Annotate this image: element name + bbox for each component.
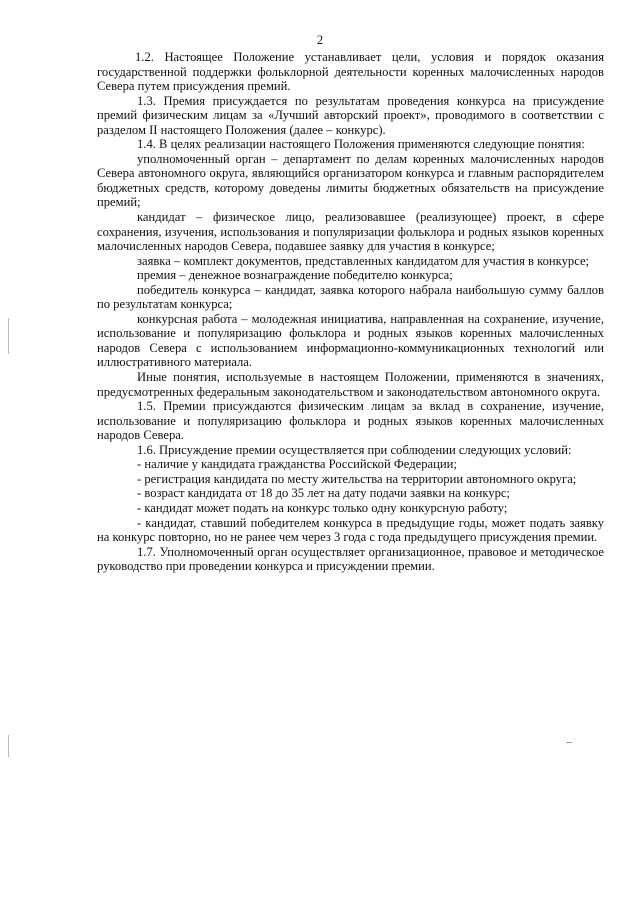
paragraph-1-3: 1.3. Премия присуждается по результатам проведения конкурса на присуждение премий физическим лицам за «Лучший авторский проект», проводимого в соответствии с разделом II настоящего Положения (далее – конкурс).: [97, 93, 604, 137]
paragraph-1-4: 1.4. В целях реализации настоящего Положения применяются следующие понятия:: [137, 137, 585, 152]
definition-application: заявка – комплект документов, представленных кандидатом для участия в конкурсе;: [137, 253, 590, 268]
definition-prize: премия – денежное вознаграждение победителю конкурса;: [137, 268, 453, 283]
page-number: 2: [316, 33, 324, 47]
paragraph-1-5: 1.5. Премии присуждаются физическим лицам за вклад в сохранение, изучение, использование и популяризацию фольклора и родных языков коренных малочисленных народов Севера.: [97, 399, 604, 443]
paragraph-1-7: 1.7. Уполномоченный орган осуществляет организационное, правовое и методическое руководство при проведении конкурса и присуждении премии.: [97, 544, 604, 574]
scan-artifact-right-margin: [566, 742, 572, 743]
condition-registration: - регистрация кандидата по месту жительства на территории автономного округа;: [137, 471, 577, 486]
scan-artifact-left-margin-lower: [8, 735, 9, 757]
definition-winner: победитель конкурса – кандидат, заявка которого набрала наибольшую сумму баллов по результатам конкурса;: [97, 282, 604, 312]
condition-age: - возраст кандидата от 18 до 35 лет на дату подачи заявки на конкурс;: [137, 486, 510, 501]
condition-citizenship: - наличие у кандидата гражданства Российской Федерации;: [137, 457, 457, 472]
condition-one-work: - кандидат может подать на конкурс только одну конкурсную работу;: [137, 500, 508, 515]
definition-authorized-body: уполномоченный орган – департамент по делам коренных малочисленных народов Севера автономного округа, являющийся организатором конкурса и главным распорядителем бюджетных средств, которому доведены лимиты бюджетных обязательств на присуждение премий;: [97, 151, 604, 210]
condition-repeat-winner: - кандидат, ставший победителем конкурса в предыдущие годы, может подать заявку на конкурс повторно, но не ранее чем через 3 года с года предыдущего присуждения премии.: [97, 515, 604, 545]
paragraph-1-6: 1.6. Присуждение премии осуществляется при соблюдении следующих условий:: [137, 442, 572, 457]
definition-candidate: кандидат – физическое лицо, реализовавшее (реализующее) проект, в сфере сохранения, изучения, использования и популяризации фольклора и родных языков коренных малочисленных народов Севера, подавшее заявку для участия в конкурсе;: [97, 210, 604, 254]
definition-competition-work: конкурсная работа – молодежная инициатива, направленная на сохранение, изучение, использование и популяризацию фольклора и родных языков коренных малочисленных народов Севера с использованием информационно-коммуникационных технологий или иллюстративного материала.: [97, 311, 604, 370]
scan-artifact-left-margin: [8, 318, 9, 354]
paragraph-other-concepts: Иные понятия, используемые в настоящем Положении, применяются в значениях, предусмотренных федеральным законодательством и законодательством автономного округа.: [97, 370, 604, 399]
paragraph-1-2: 1.2. Настоящее Положение устанавливает цели, условия и порядок оказания государственной поддержки фольклорной деятельности коренных малочисленных народов Севера путем присуждения премий.: [97, 50, 604, 94]
document-body: [97, 50, 604, 574]
